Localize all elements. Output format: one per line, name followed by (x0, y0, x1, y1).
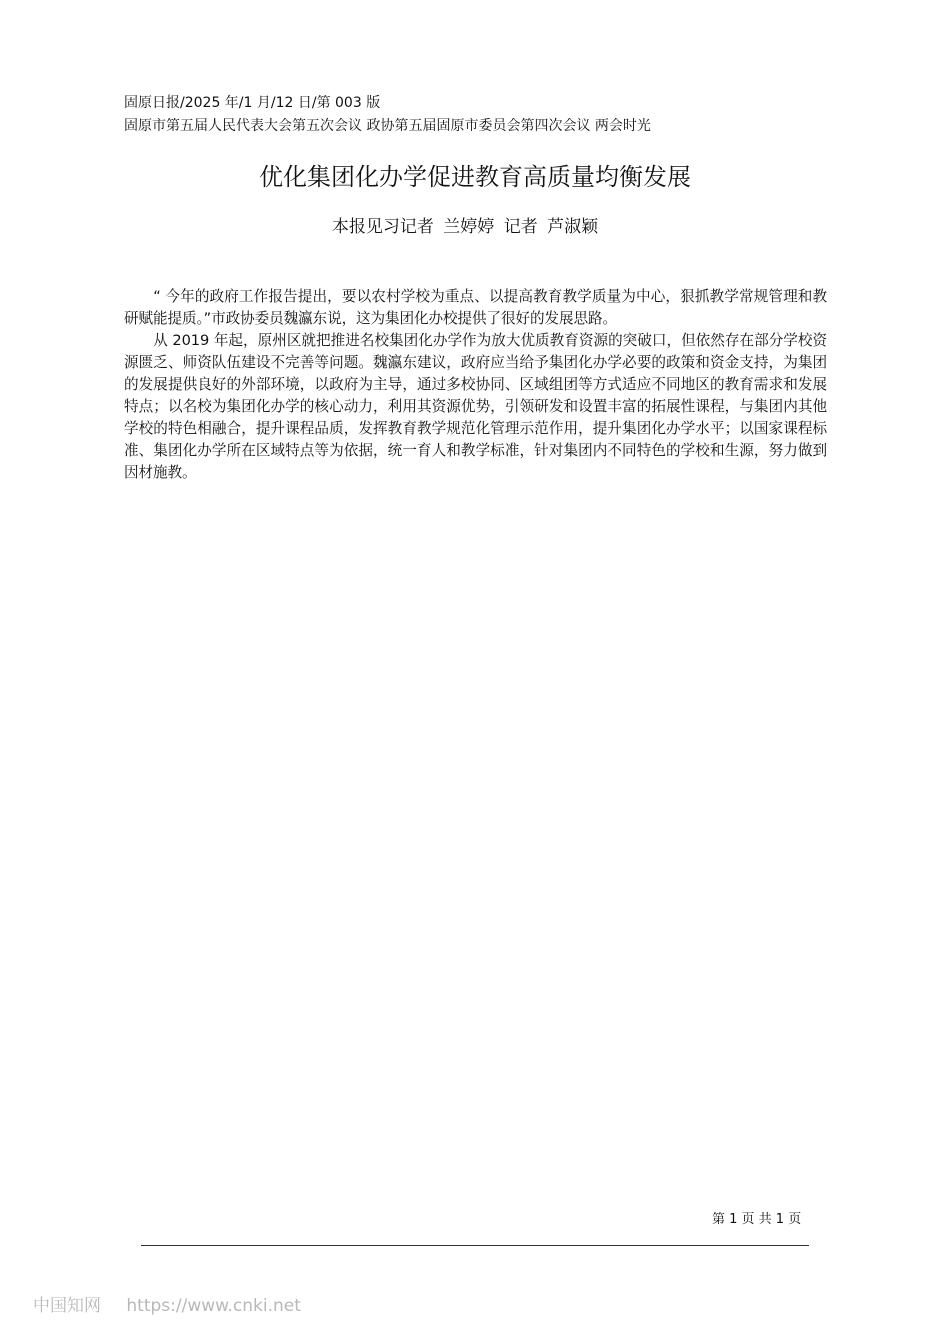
publication-source: 固原日报/2025 年/1 月/12 日/第 003 版 (124, 95, 381, 111)
watermark (33, 1295, 301, 1317)
footer-divider (141, 1245, 809, 1246)
article-paragraph: “ 今年的政府工作报告提出，要以农村学校为重点、以提高教育教学质量为中心，狠抓教学常规管理和教研赋能提质。”市政协委员魏瀛东说，这为集团化办校提供了很好的发展思路。 (124, 288, 827, 327)
watermark-url: https://www.cnki.net (126, 1296, 301, 1316)
article-title: 优化集团化办学促进教育高质量均衡发展 (259, 163, 691, 191)
byline: 本报见习记者 兰婷婷 记者 芦淑颖 (331, 217, 599, 237)
column-heading: 固原市第五届人民代表大会第五次会议 政协第五届固原市委员会第四次会议 两会时光 (124, 118, 651, 134)
watermark-brand: 中国知网 (33, 1296, 101, 1316)
page-number: 第 1 页 共 1 页 (712, 1212, 802, 1227)
article-paragraph: 从 2019 年起，原州区就把推进名校集团化办学作为放大优质教育资源的突破口，但依然存在部分学校资源匮乏、师资队伍建设不完善等问题。魏瀛东建议，政府应当给予集团化办学必要的政策和资金支持，为集团的发展提供良好的外部环境，以政府为主导，通过多校协同、区域组团等方式适应不同地区的教育需求和发展特点；以名校为集团化办学的核心动力，利用其资源优势，引领研发和设置丰富的拓展性课程，与集团内其他学校的特色相融合，提升课程品质，发挥教育教学规范化管理示范作用，提升集团化办学水平；以国家课程标准、集团化办学所在区域特点等为依据，统一育人和教学标准，针对集团内不同特色的学校和生源，努力做到因材施教。 (124, 332, 827, 481)
article-body (124, 286, 827, 484)
